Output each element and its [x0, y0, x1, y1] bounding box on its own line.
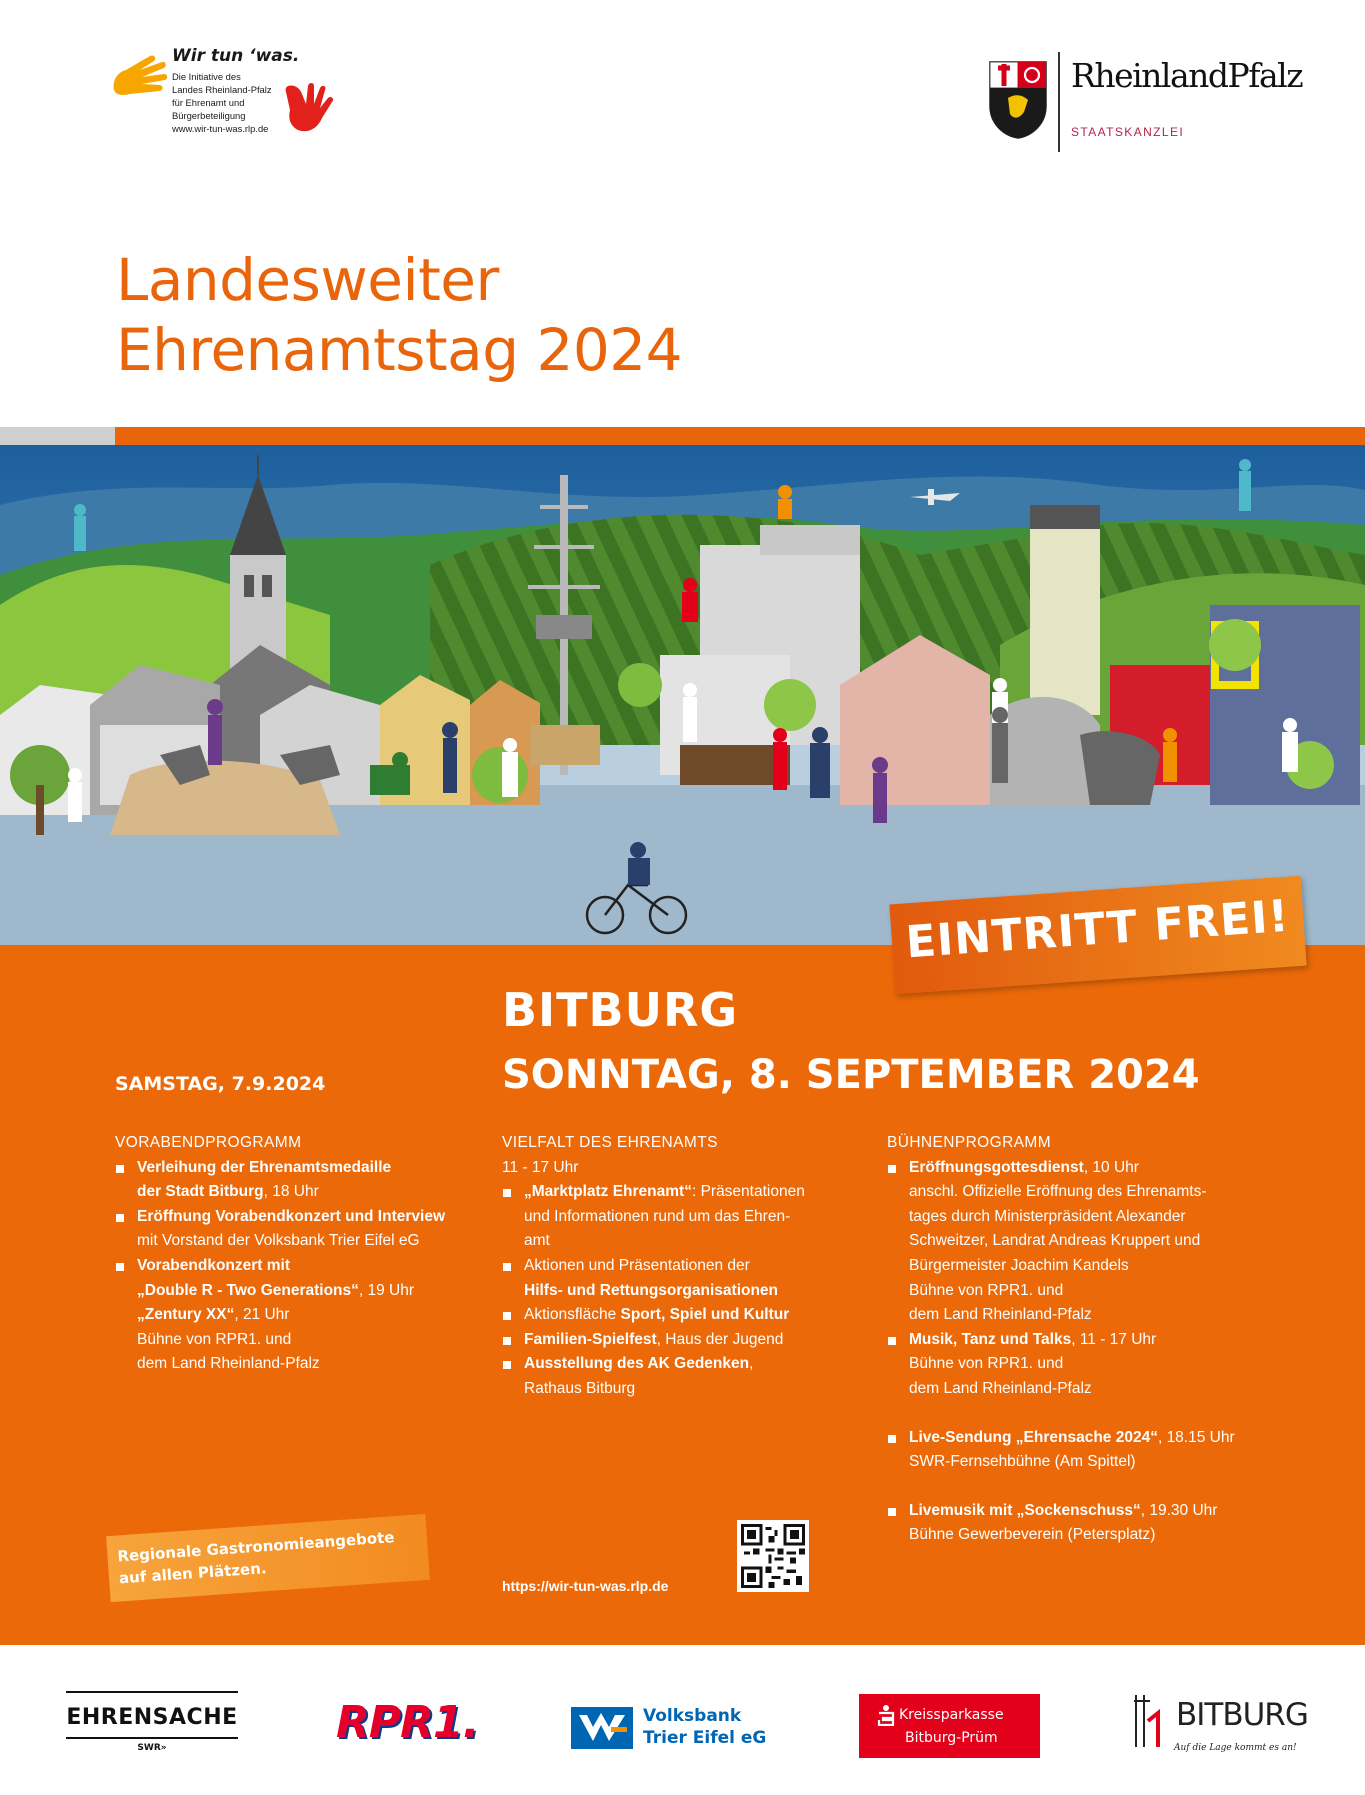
rheinland-pfalz-name: RheinlandPfalz [1071, 56, 1303, 95]
column-heading: VORABENDPROGRAMM [115, 1134, 302, 1151]
vorabendprogramm-column [115, 1131, 475, 1377]
orange-hand-icon [110, 50, 170, 98]
vielfalt-column [502, 1131, 862, 1402]
event-city: BITBURG [502, 983, 739, 1037]
logo-divider [1058, 52, 1060, 152]
bitburg-city-logo[interactable]: BITBURG Auf die Lage kommt es an! [1128, 1685, 1308, 1755]
grey-strip [0, 427, 115, 445]
list-item: Eröffnungsgottesdienst, 10 Uhr anschl. Offizielle Eröffnung des Ehrenamts- tages durch Ministerpräsident Alexander Schweitzer, Landrat Andreas Kruppert und Bürgermeister Joachim Kandels Bühne von RPR1. und dem Land Rheinland-Pfalz [887, 1156, 1267, 1328]
wir-tun-was-title: Wir tun ‘was. [172, 46, 300, 66]
event-eve-date: SAMSTAG, 7.9.2024 [115, 1073, 326, 1095]
list-item: Familien-Spielfest, Haus der Jugend [502, 1328, 862, 1353]
time-range: 11 - 17 Uhr [502, 1158, 579, 1176]
list-item: Aktionsfläche Sport, Spiel und Kultur [502, 1303, 862, 1328]
list-item: „Marktplatz Ehrenamt“: Präsentationen und Informationen rund um das Ehren- amt [502, 1180, 862, 1254]
page-title: Landesweiter Ehrenamtstag 2024 [116, 246, 683, 384]
admission-free-badge: EINTRITT FREI! [889, 876, 1306, 995]
list-item: Aktionen und Präsentationen der Hilfs- und Rettungsorganisationen [502, 1254, 862, 1303]
event-main-date: SONNTAG, 8. SEPTEMBER 2024 [502, 1052, 1200, 1098]
column-heading: VIELFALT DES EHRENAMTS [502, 1134, 718, 1151]
sponsor-bar [0, 1645, 1365, 1795]
gastronomy-banner: Regionale Gastronomieangebote auf allen Plätzen. [106, 1514, 430, 1602]
wir-tun-was-text: Die Initiative des Landes Rheinland-Pfalz für Ehrenamt und Bürgerbeteiligung www.wir-tun-was.rlp.de [172, 71, 272, 134]
list-item: Verleihung der Ehrenamtsmedaille der Stadt Bitburg, 18 Uhr [115, 1156, 475, 1205]
list-item: Musik, Tanz und Talks, 11 - 17 Uhr Bühne von RPR1. und dem Land Rheinland-Pfalz [887, 1328, 1267, 1402]
column-heading: BÜHNENPROGRAMM [887, 1134, 1052, 1151]
volksbank-icon [571, 1707, 633, 1749]
wir-tun-was-logo[interactable] [110, 44, 350, 154]
rheinland-pfalz-logo[interactable] [985, 52, 1305, 152]
staatskanzlei-label: STAATSKANZLEI [1071, 125, 1185, 139]
bitburg-emblem-icon [1128, 1691, 1172, 1751]
list-item: Livemusik mit „Sockenschuss“, 19.30 Uhr Bühne Gewerbeverein (Petersplatz) [887, 1499, 1267, 1548]
list-item: Vorabendkonzert mit „Double R - Two Generations“, 19 Uhr „Zentury XX“, 21 Uhr Bühne von RPR1. und dem Land Rheinland-Pfalz [115, 1254, 475, 1377]
sparkasse-s-icon [877, 1704, 895, 1726]
kreissparkasse-logo[interactable]: Kreissparkasse Bitburg-Prüm [859, 1694, 1040, 1758]
ehrensache-logo[interactable]: EHRENSACHE SWR» [66, 1687, 238, 1757]
bitburg-town-illustration [0, 445, 1365, 945]
coat-of-arms-icon [988, 60, 1048, 140]
buehnenprogramm-column [887, 1131, 1267, 1548]
website-link[interactable]: https://wir-tun-was.rlp.de [502, 1578, 669, 1594]
qr-code-icon[interactable] [737, 1520, 809, 1592]
list-item: Live-Sendung „Ehrensache 2024“, 18.15 Uhr SWR-Fernsehbühne (Am Spittel) [887, 1426, 1267, 1475]
wir-tun-was-url[interactable]: www.wir-tun-was.rlp.de [172, 123, 269, 134]
orange-strip [115, 427, 1365, 445]
list-item: Eröffnung Vorabendkonzert und Interview mit Vorstand der Volksbank Trier Eifel eG [115, 1205, 475, 1254]
header [0, 0, 1365, 430]
rpr1-logo[interactable]: RPR1. [336, 1697, 479, 1748]
red-hand-icon [280, 80, 338, 136]
volksbank-logo[interactable]: Volksbank Trier Eifel eG [571, 1705, 791, 1755]
list-item: Ausstellung des AK Gedenken, Rathaus Bitburg [502, 1352, 862, 1401]
